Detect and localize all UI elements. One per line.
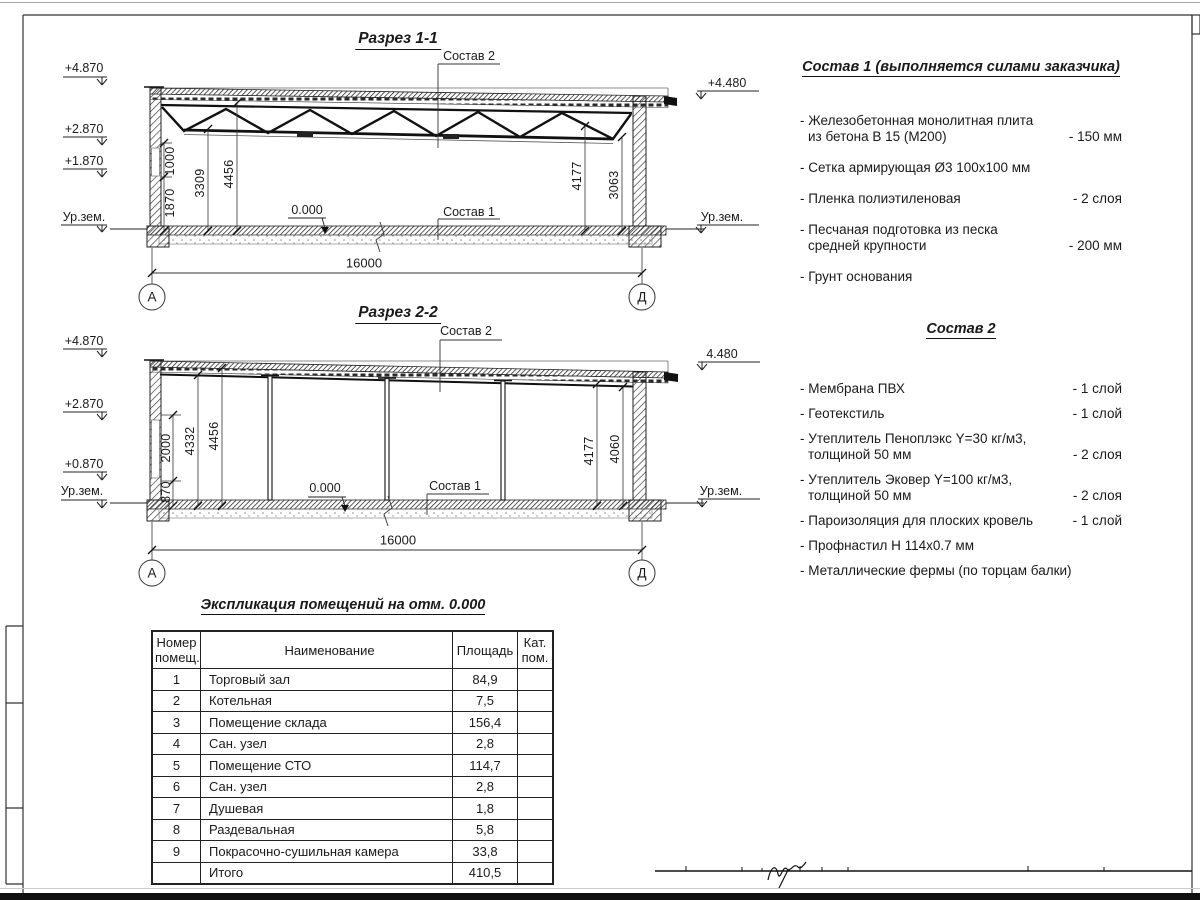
sostav1-panel	[800, 58, 1122, 300]
dim-label-4456-s2: 4456	[207, 421, 221, 451]
dim-label-16000-s1: 16000	[345, 255, 383, 271]
sostav2-item: - Утеплитель Пеноплэкс Y=30 кг/м3, толщиной 50 мм - 2 слоя	[800, 431, 1122, 462]
sostav1-item: - Песчаная подготовка из песка средней крупности - 200 мм	[800, 222, 1122, 253]
table-row: 1 Торговый зал 84,9	[152, 669, 553, 691]
dim-label-4332: 4332	[183, 426, 197, 456]
sostav1-item: - Сетка армирующая Ø3 100х100 мм	[800, 160, 1031, 175]
dim-label-16000-s2: 16000	[379, 532, 417, 548]
section-1-title: Разрез 1-1	[355, 30, 441, 50]
sostav2-item: - Профнастил Н 114х0.7 мм	[800, 538, 974, 553]
sostav2-item: - Геотекстиль - 1 слой	[800, 406, 1122, 421]
axis-mark-d-s1: Д	[637, 289, 647, 305]
axis-mark-a-s2: А	[147, 565, 157, 581]
title-block-edge	[655, 862, 1192, 888]
table-row: 8 Раздевальная 5,8	[152, 819, 553, 841]
zero-level-s2: 0.000	[309, 481, 341, 495]
sostav2-item: - Мембрана ПВХ - 1 слой	[800, 381, 1122, 396]
ground-mark-s1: Ур.зем.	[62, 210, 106, 224]
col-header-name: Наименование	[201, 631, 453, 669]
ground-mark-s2-right: Ур.зем.	[699, 484, 743, 498]
callout-sostav1-s1: Состав 1	[443, 205, 495, 219]
elev-mark-s1: +2.870	[64, 122, 104, 136]
sostav2-item: - Металлические фермы (по торцам балки)	[800, 563, 1072, 578]
dim-label-3309: 3309	[193, 168, 207, 198]
dim-label-1000: 1000	[163, 146, 177, 176]
table-row: 5 Помещение СТО 114,7	[152, 755, 553, 777]
ground-mark-s2: Ур.зем.	[60, 484, 104, 498]
elev-mark-s2: +2.870	[64, 397, 104, 411]
sostav2-title: Состав 2	[926, 321, 996, 337]
dim-label-4456: 4456	[222, 159, 236, 189]
elev-mark-s1: +1.870	[64, 154, 104, 168]
section-2-title: Разрез 2-2	[355, 304, 441, 324]
dim-ticks-2	[169, 364, 627, 510]
dim-label-3063: 3063	[607, 170, 621, 200]
callout-sostav2-s1: Состав 2	[443, 49, 495, 63]
table-row: 9 Покрасочно-сушильная камера 33,8	[152, 841, 553, 863]
room-table-title: Экспликация помещений на отм. 0.000	[200, 597, 486, 613]
col-header-area: Площадь	[453, 631, 518, 669]
table-row: 6 Сан. узел 2,8	[152, 776, 553, 798]
elev-mark-s2-right: 4.480	[706, 347, 738, 361]
dim-label-2000: 2000	[159, 433, 173, 463]
axis-mark-d-s2: Д	[637, 565, 647, 581]
sostav1-item: - Грунт основания	[800, 269, 913, 284]
signature-scribble	[768, 862, 806, 888]
sostav1-item: - Пленка полиэтиленовая - 2 слоя	[800, 191, 1122, 206]
dim-label-1870: 1870	[163, 188, 177, 218]
dim-label-4177: 4177	[570, 161, 584, 191]
callout-sostav2-s2: Состав 2	[440, 324, 492, 338]
zero-level-s1: 0.000	[291, 203, 323, 217]
table-row: 7 Душевая 1,8	[152, 798, 553, 820]
sostav2-item: - Пароизоляция для плоских кровель - 1 слой	[800, 513, 1122, 528]
ground-mark-s1-right: Ур.зем.	[700, 210, 744, 224]
elev-mark-s2: +4.870	[64, 334, 104, 348]
section-1-1-drawing	[61, 64, 759, 310]
col-header-category: Кат. пом.	[518, 631, 554, 669]
table-total-row: Итого 410,5	[152, 862, 553, 884]
sostav2-item: - Утеплитель Эковер Y=100 кг/м3, толщиной 50 мм - 2 слоя	[800, 472, 1122, 503]
table-row: 3 Помещение склада 156,4	[152, 712, 553, 734]
sostav1-title: Состав 1 (выполняется силами заказчика)	[802, 59, 1120, 75]
sostav2-panel	[800, 320, 1122, 588]
col-header-number: Номер помещ.	[152, 631, 201, 669]
table-header-row	[152, 631, 553, 669]
dim-label-870: 870	[159, 481, 173, 503]
elev-mark-s1-right: +4.480	[707, 76, 747, 90]
elev-mark-s2: +0.870	[64, 457, 104, 471]
table-row: 2 Котельная 7,5	[152, 690, 553, 712]
room-schedule-table	[151, 630, 554, 885]
dim-label-4177-s2: 4177	[582, 436, 596, 466]
section-2-2-drawing	[61, 340, 760, 586]
sostav1-item: - Железобетонная монолитная плита из бетона В 15 (М200) - 150 мм	[800, 113, 1122, 144]
dim-label-4060: 4060	[608, 434, 622, 464]
elev-mark-s1: +4.870	[64, 61, 104, 75]
axis-mark-a-s1: А	[147, 289, 157, 305]
callout-sostav1-s2: Состав 1	[429, 479, 481, 493]
table-row: 4 Сан. узел 2,8	[152, 733, 553, 755]
